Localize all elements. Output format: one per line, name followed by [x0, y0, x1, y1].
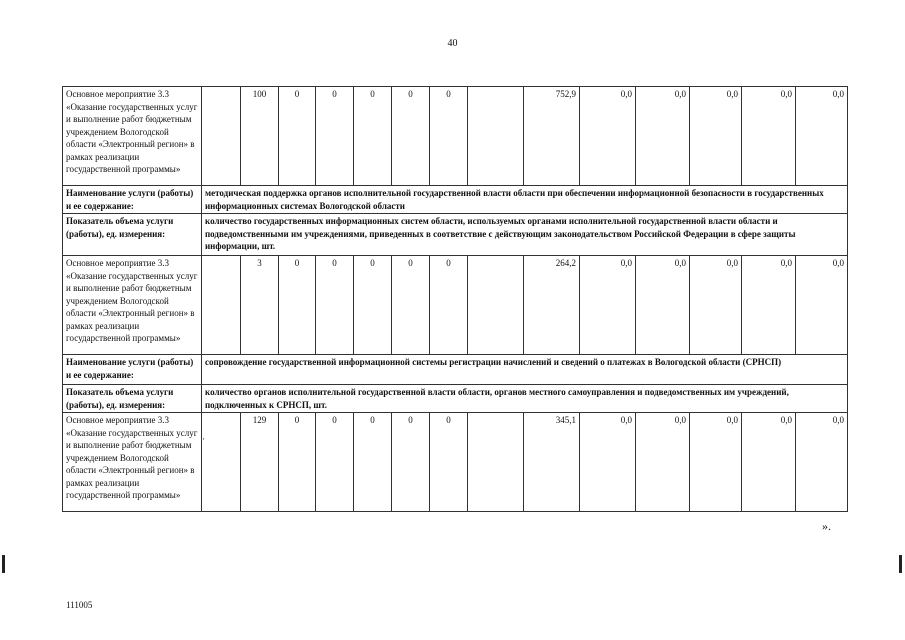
value-cell: 0,0: [796, 256, 848, 355]
value-cell: 0: [354, 256, 392, 355]
value-cell: 0,0: [796, 87, 848, 186]
value-cell: 0,0: [742, 256, 796, 355]
value-cell: 0: [392, 413, 430, 512]
value-cell: 0,0: [636, 256, 690, 355]
page-number: 40: [447, 38, 458, 49]
value-cell: 264,2: [524, 256, 580, 355]
event-name-cell: Основное мероприятие 3.3 «Оказание государственных услуг и выполнение работ бюджетным учреждением Вологодской области «Электронный регион» в рамках реализации государственной программы»: [63, 413, 202, 512]
value-cell: 0: [354, 87, 392, 186]
document-code: 111005: [66, 600, 93, 610]
value-cell: [468, 87, 524, 186]
event-row: [63, 87, 848, 186]
value-cell: 0: [316, 413, 354, 512]
info-text-cell: методическая поддержка органов исполнительной государственной власти области при обеспечении информационной безопасности в государственных информационных системах Вологодской области: [202, 186, 848, 214]
value-cell: 0,0: [580, 256, 636, 355]
event-name-cell: Основное мероприятие 3.3 «Оказание государственных услуг и выполнение работ бюджетным учреждением Вологодской области «Электронный регион» в рамках реализации государственной программы»: [63, 87, 202, 186]
value-cell: 0: [279, 256, 316, 355]
budget-table: [62, 86, 848, 512]
value-cell: 0: [316, 87, 354, 186]
empty-cell: [202, 413, 241, 512]
value-cell: 3: [241, 256, 279, 355]
event-row: [63, 256, 848, 355]
value-cell: 0,0: [580, 413, 636, 512]
stray-mark: ·: [202, 434, 205, 444]
edge-mark-left: [2, 555, 5, 573]
value-cell: 0,0: [690, 256, 742, 355]
info-text-cell: количество органов исполнительной государственной власти области, органов местного самоуправления и подведомственных им учреждений, подключенных к СРНСП, шт.: [202, 385, 848, 413]
table-body: [63, 87, 848, 512]
value-cell: 0,0: [742, 413, 796, 512]
info-label-cell: Показатель объема услуги (работы), ед. измерения:: [63, 385, 202, 413]
value-cell: 0,0: [690, 87, 742, 186]
value-cell: 0,0: [580, 87, 636, 186]
value-cell: 0: [279, 413, 316, 512]
value-cell: 0,0: [636, 87, 690, 186]
info-label-cell: Показатель объема услуги (работы), ед. измерения:: [63, 214, 202, 256]
value-cell: 0,0: [690, 413, 742, 512]
value-cell: 0,0: [636, 413, 690, 512]
info-text-cell: сопровождение государственной информационной системы регистрации начислений и сведений о платежах в Вологодской области (СРНСП): [202, 355, 848, 385]
value-cell: 345,1: [524, 413, 580, 512]
info-row: [63, 355, 848, 385]
value-cell: 100: [241, 87, 279, 186]
value-cell: [468, 413, 524, 512]
closing-mark: ».: [822, 519, 831, 533]
info-row: [63, 214, 848, 256]
value-cell: 0: [392, 256, 430, 355]
event-name-cell: Основное мероприятие 3.3 «Оказание государственных услуг и выполнение работ бюджетным учреждением Вологодской области «Электронный регион» в рамках реализации государственной программы»: [63, 256, 202, 355]
event-row: [63, 413, 848, 512]
edge-mark-right: [899, 555, 902, 573]
value-cell: 0: [430, 87, 468, 186]
value-cell: 0: [354, 413, 392, 512]
value-cell: [468, 256, 524, 355]
value-cell: 0: [392, 87, 430, 186]
value-cell: 0,0: [742, 87, 796, 186]
value-cell: 0: [430, 256, 468, 355]
value-cell: 752,9: [524, 87, 580, 186]
value-cell: 0,0: [796, 413, 848, 512]
info-row: [63, 186, 848, 214]
value-cell: 129: [241, 413, 279, 512]
info-text-cell: количество государственных информационных систем области, используемых органами исполнительной государственной власти области и подведомственными им учреждениями, приведенных в соответствие с действующим законодательством Российской Федерации в сфере защиты информации, шт.: [202, 214, 848, 256]
info-row: [63, 385, 848, 413]
info-label-cell: Наименование услуги (работы) и ее содержание:: [63, 355, 202, 385]
empty-cell: [202, 87, 241, 186]
value-cell: 0: [279, 87, 316, 186]
empty-cell: [202, 256, 241, 355]
value-cell: 0: [316, 256, 354, 355]
value-cell: 0: [430, 413, 468, 512]
info-label-cell: Наименование услуги (работы) и ее содержание:: [63, 186, 202, 214]
